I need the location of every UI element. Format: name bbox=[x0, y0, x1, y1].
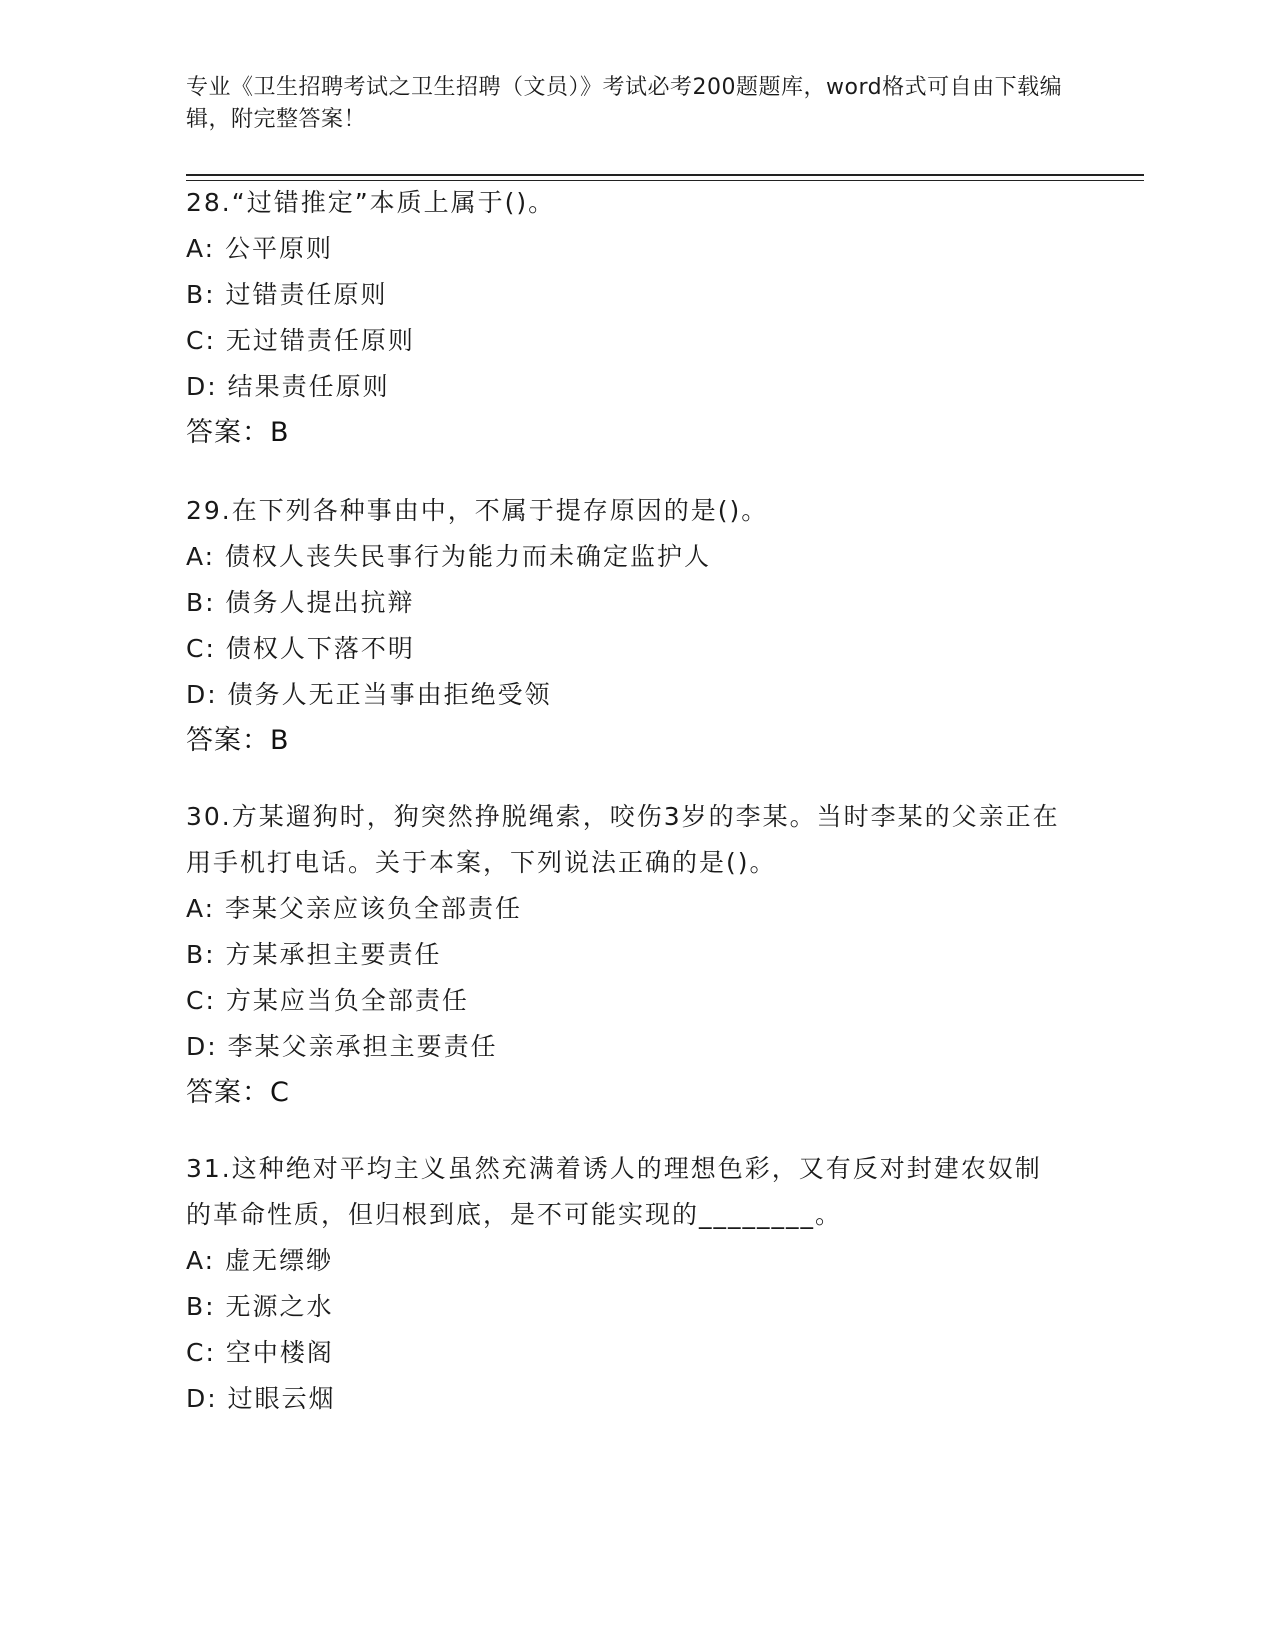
question-stem: 29.在下列各种事由中，不属于提存原因的是()。 bbox=[186, 496, 769, 525]
option-d: D: 过眼云烟 bbox=[186, 1384, 336, 1413]
option-a: A: 债权人丧失民事行为能力而未确定监护人 bbox=[186, 542, 712, 571]
question-stem: 31.这种绝对平均主义虽然充满着诱人的理想色彩，又有反对封建农奴制的革命性质，但归根到底，是不可能实现的________。 bbox=[186, 1154, 1042, 1229]
option-d: D: 债务人无正当事由拒绝受领 bbox=[186, 680, 552, 709]
answer: 答案：B bbox=[186, 417, 290, 448]
option-c: C: 方某应当负全部责任 bbox=[186, 986, 469, 1015]
option-d: D: 结果责任原则 bbox=[186, 372, 390, 401]
question-31 bbox=[186, 1146, 1066, 1422]
option-d: D: 李某父亲承担主要责任 bbox=[186, 1032, 498, 1061]
question-30 bbox=[186, 794, 1066, 1116]
option-a: A: 公平原则 bbox=[186, 234, 334, 263]
question-28 bbox=[186, 180, 1066, 456]
option-b: B: 方某承担主要责任 bbox=[186, 940, 442, 969]
option-c: C: 债权人下落不明 bbox=[186, 634, 415, 663]
option-b: B: 无源之水 bbox=[186, 1292, 334, 1321]
option-b: B: 债务人提出抗辩 bbox=[186, 588, 415, 617]
question-stem: 30.方某遛狗时，狗突然挣脱绳索，咬伤3岁的李某。当时李某的父亲正在用手机打电话。关于本案，下列说法正确的是()。 bbox=[186, 802, 1060, 877]
header-divider-thick bbox=[186, 174, 1144, 176]
option-c: C: 空中楼阁 bbox=[186, 1338, 334, 1367]
answer: 答案：C bbox=[186, 1077, 290, 1108]
document-header: 专业《卫生招聘考试之卫生招聘（文员）》考试必考200题题库，word格式可自由下载编辑，附完整答案！ bbox=[186, 75, 1063, 132]
question-stem: 28.“过错推定”本质上属于()。 bbox=[186, 188, 556, 217]
question-29 bbox=[186, 488, 1066, 764]
option-a: A: 李某父亲应该负全部责任 bbox=[186, 894, 523, 923]
option-b: B: 过错责任原则 bbox=[186, 280, 388, 309]
option-a: A: 虚无缥缈 bbox=[186, 1246, 334, 1275]
option-c: C: 无过错责任原则 bbox=[186, 326, 415, 355]
answer: 答案：B bbox=[186, 725, 290, 756]
